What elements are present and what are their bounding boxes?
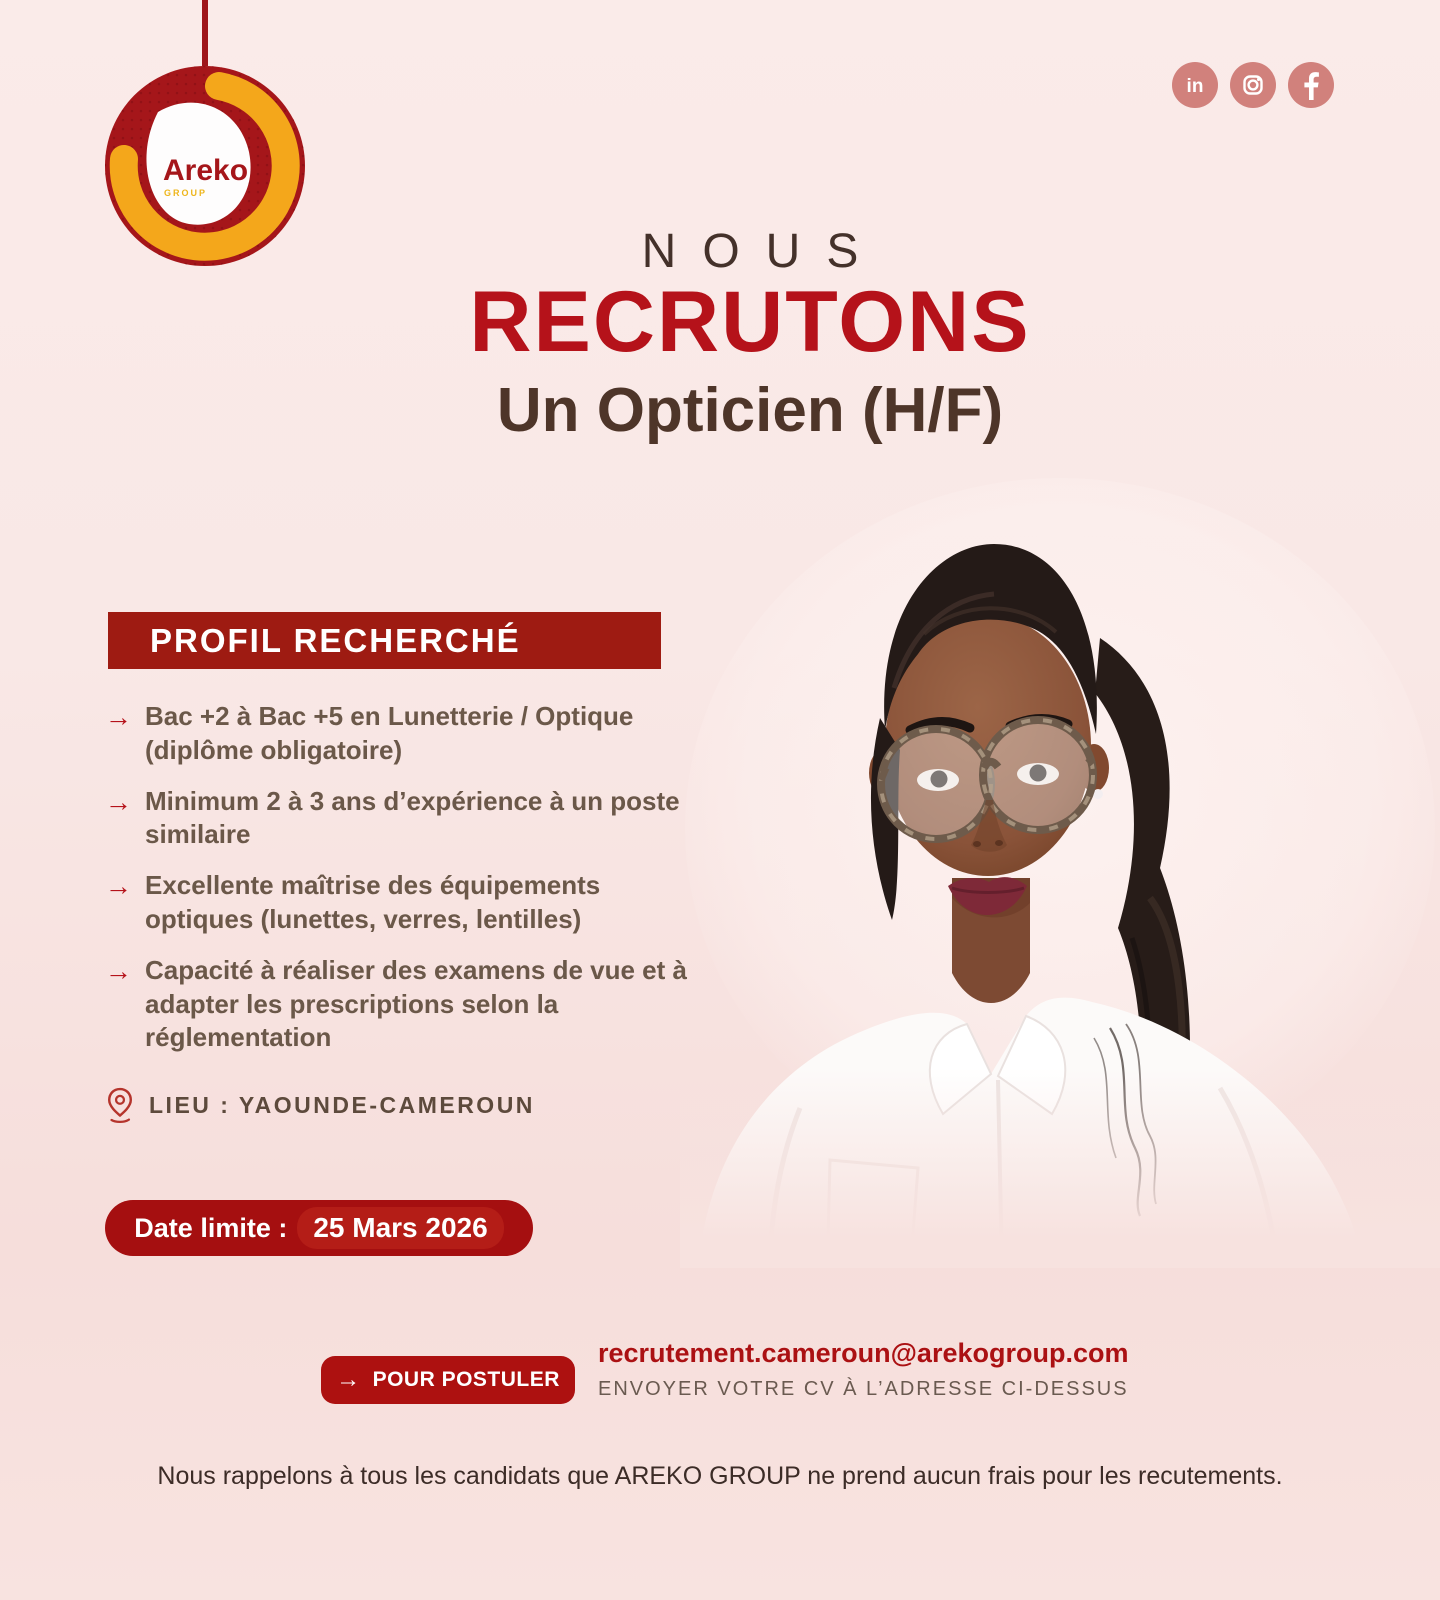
apply-info xyxy=(598,1338,1218,1401)
requirement-text: Capacité à réaliser des examens de vue et à adapter les prescriptions selon la réglementation xyxy=(145,954,687,1053)
instagram-icon[interactable] xyxy=(1230,62,1276,108)
deadline-date: 25 Mars 2026 xyxy=(297,1207,503,1249)
apply-email[interactable]: recrutement.cameroun@arekogroup.com xyxy=(598,1338,1129,1368)
footer-note: Nous rappelons à tous les candidats que AREKO GROUP ne prend aucun frais pour les recutements. xyxy=(157,1462,1283,1490)
requirement-text: Bac +2 à Bac +5 en Lunetterie / Optique (diplôme obligatoire) xyxy=(145,701,634,765)
job-title: Un Opticien (H/F) xyxy=(496,375,1004,445)
deadline-badge xyxy=(105,1200,533,1256)
portrait-photo xyxy=(680,468,1440,1268)
headline-block xyxy=(60,224,1440,446)
apply-button[interactable] xyxy=(321,1356,575,1404)
svg-text:in: in xyxy=(1186,76,1204,97)
list-item xyxy=(105,954,705,1055)
brand-group: GROUP xyxy=(164,188,208,198)
section-title: PROFIL RECHERCHÉ xyxy=(150,622,521,659)
deadline-label: Date limite : xyxy=(134,1212,288,1243)
apply-note: ENVOYER VOTRE CV À L’ADRESSE CI-DESSUS xyxy=(598,1378,1129,1400)
arrow-icon: → xyxy=(336,1366,361,1393)
section-title-banner xyxy=(108,612,661,669)
location-row xyxy=(105,1086,535,1124)
arrow-icon: → xyxy=(105,702,132,732)
logo-string xyxy=(202,0,208,66)
requirements-list xyxy=(105,700,705,1072)
list-item xyxy=(105,700,705,768)
arrow-icon: → xyxy=(105,786,132,817)
requirement-text: Minimum 2 à 3 ans d’expérience à un poste similaire xyxy=(145,785,680,850)
arrow-icon: → xyxy=(105,871,132,902)
location-label: LIEU : YAOUNDE-CAMEROUN xyxy=(149,1091,535,1118)
requirement-text: Excellente maîtrise des équipements optiques (lunettes, verres, lentilles) xyxy=(145,870,601,934)
apply-button-label: POUR POSTULER xyxy=(372,1368,560,1391)
location-pin-icon xyxy=(105,1086,135,1124)
list-item xyxy=(105,869,705,937)
list-item xyxy=(105,785,705,853)
headline-kicker: NOUS xyxy=(641,225,885,278)
social-links xyxy=(1172,62,1334,108)
facebook-icon[interactable] xyxy=(1288,62,1334,108)
headline-title: RECRUTONS xyxy=(469,274,1031,370)
linkedin-icon[interactable] xyxy=(1172,62,1218,108)
arrow-icon: → xyxy=(105,955,132,986)
brand-name: Areko xyxy=(163,154,249,187)
